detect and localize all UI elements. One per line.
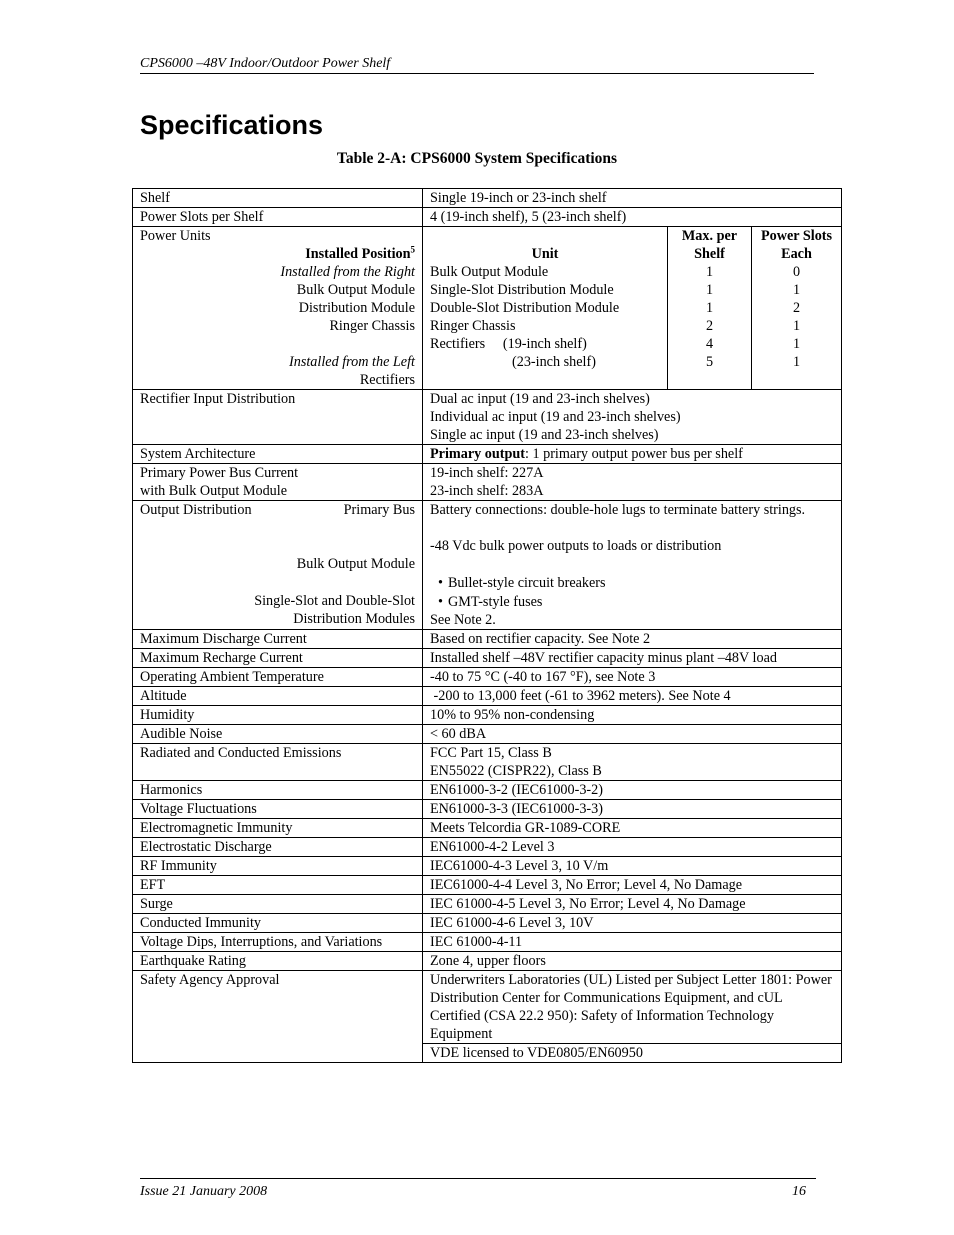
row-value: Primary output: 1 primary output power bus per shelf bbox=[423, 445, 842, 464]
row-value: Dual ac input (19 and 23-inch shelves) Individual ac input (19 and 23-inch shelves) Single ac input (19 and 23-inch shelves) bbox=[423, 390, 842, 445]
table-row bbox=[133, 744, 842, 781]
col-max-header: Max. per Shelf bbox=[681, 228, 738, 262]
slots-value: 0 bbox=[792, 264, 801, 280]
slots-column bbox=[752, 227, 842, 389]
col-unit-header: Unit bbox=[531, 246, 559, 262]
table-row: Operating Ambient Temperature -40 to 75 °C (-40 to 167 °F), see Note 3 bbox=[133, 668, 842, 687]
slots-value: 1 bbox=[792, 318, 801, 334]
page-number: 16 bbox=[792, 1184, 806, 1199]
footer-issue: Issue 21 January 2008 bbox=[140, 1184, 268, 1199]
table-caption: Table 2-A: CPS6000 System Specifications bbox=[336, 150, 618, 167]
row-label: System Architecture bbox=[133, 445, 423, 464]
unit-column bbox=[423, 227, 668, 389]
slots-value: 1 bbox=[792, 354, 801, 370]
installed-from-left: Installed from the Left bbox=[289, 354, 415, 370]
position-item: Ringer Chassis bbox=[329, 318, 415, 334]
installed-position-heading: Installed Position$^5$ bbox=[305, 244, 415, 262]
row-label: Radiated and Conducted Emissions bbox=[133, 744, 423, 781]
row-label: Output Distribution Primary Bus Bulk Output Module Single-Slot and Double-Slot Distribution Modules bbox=[133, 501, 423, 630]
row-value: VDE licensed to VDE0805/EN60950 bbox=[423, 1044, 842, 1063]
list-item: • GMT-style fuses bbox=[450, 593, 834, 611]
unit-name: (23-inch shelf) bbox=[512, 354, 596, 370]
max-value: 1 bbox=[705, 282, 714, 298]
unit-name: Rectifiers (19-inch shelf) bbox=[430, 336, 587, 352]
table-row: EFT IEC61000-4-4 Level 3, No Error; Level 4, No Damage bbox=[133, 876, 842, 895]
row-label: Safety Agency Approval bbox=[133, 971, 423, 1063]
unit-name: Single-Slot Distribution Module bbox=[430, 282, 614, 298]
unit-name: Bulk Output Module bbox=[430, 264, 549, 280]
row-value: 19-inch shelf: 227A 23-inch shelf: 283A bbox=[423, 464, 842, 501]
row-label: Primary Power Bus Current with Bulk Output Module bbox=[133, 464, 423, 501]
slots-value: 1 bbox=[792, 282, 801, 298]
unit-name: Ringer Chassis bbox=[430, 318, 516, 334]
table-row: Surge IEC 61000-4-5 Level 3, No Error; Level 4, No Damage bbox=[133, 895, 842, 914]
row-label: Power Slots per Shelf bbox=[133, 208, 423, 227]
table-row bbox=[133, 390, 842, 445]
slots-value: 2 bbox=[792, 300, 801, 316]
table-row: Altitude -200 to 13,000 feet (-61 to 3962 meters). See Note 4 bbox=[133, 687, 842, 706]
slots-value: 1 bbox=[792, 336, 801, 352]
position-item: Bulk Output Module bbox=[296, 282, 415, 298]
table-row: Voltage Dips, Interruptions, and Variations IEC 61000-4-11 bbox=[133, 933, 842, 952]
table-row bbox=[133, 464, 842, 501]
max-value: 4 bbox=[705, 336, 714, 352]
table-row: Harmonics EN61000-3-2 (IEC61000-3-2) bbox=[133, 781, 842, 800]
max-value: 2 bbox=[705, 318, 714, 334]
table-row: Voltage Fluctuations EN61000-3-3 (IEC61000-3-3) bbox=[133, 800, 842, 819]
table-row: Maximum Discharge Current Based on rectifier capacity. See Note 2 bbox=[133, 630, 842, 649]
table-row: Humidity 10% to 95% non-condensing bbox=[133, 706, 842, 725]
power-units-detail-cell bbox=[423, 227, 842, 390]
table-row: Electromagnetic Immunity Meets Telcordia GR-1089-CORE bbox=[133, 819, 842, 838]
page-footer bbox=[140, 1178, 816, 1200]
table-row bbox=[133, 208, 842, 227]
power-units-subtable bbox=[423, 227, 841, 389]
row-label: Rectifier Input Distribution bbox=[133, 390, 423, 445]
table-row: Audible Noise < 60 dBA bbox=[133, 725, 842, 744]
table-row-power-units bbox=[133, 227, 842, 390]
row-value: Battery connections: double-hole lugs to terminate battery strings. -48 Vdc bulk power outputs to loads or distribution • Bullet-style circuit breakers • GMT-style fuses See Note 2. bbox=[423, 501, 842, 630]
table-row bbox=[133, 971, 842, 1044]
max-value: 1 bbox=[705, 264, 714, 280]
max-value: 5 bbox=[705, 354, 714, 370]
row-label: Shelf bbox=[133, 189, 423, 208]
row-value: 4 (19-inch shelf), 5 (23-inch shelf) bbox=[423, 208, 842, 227]
table-row: RF Immunity IEC61000-4-3 Level 3, 10 V/m bbox=[133, 857, 842, 876]
table-row bbox=[133, 189, 842, 208]
row-value: FCC Part 15, Class B EN55022 (CISPR22), Class B bbox=[423, 744, 842, 781]
table-row: Conducted Immunity IEC 61000-4-6 Level 3, 10V bbox=[133, 914, 842, 933]
position-item: Distribution Module bbox=[298, 300, 415, 316]
table-row: Earthquake Rating Zone 4, upper floors bbox=[133, 952, 842, 971]
max-value: 1 bbox=[705, 300, 714, 316]
position-item: Rectifiers bbox=[359, 372, 415, 388]
power-units-label-cell bbox=[133, 227, 423, 390]
installed-from-right: Installed from the Right bbox=[280, 264, 415, 280]
list-item: • Bullet-style circuit breakers bbox=[450, 574, 834, 592]
row-value: Underwriters Laboratories (UL) Listed per Subject Letter 1801: Power Distribution Center for Communications Equipment, and cUL Certified (CSA 22.2 950): Safety of Information Technology Equipment bbox=[423, 971, 842, 1044]
table-row bbox=[133, 445, 842, 464]
row-value: Single 19-inch or 23-inch shelf bbox=[423, 189, 842, 208]
specifications-table bbox=[132, 188, 842, 1063]
distribution-options-list bbox=[430, 574, 834, 611]
max-column bbox=[668, 227, 752, 389]
running-header: CPS6000 –48V Indoor/Outdoor Power Shelf bbox=[140, 56, 814, 74]
table-row: Maximum Recharge Current Installed shelf –48V rectifier capacity minus plant –48V load bbox=[133, 649, 842, 668]
table-row: Electrostatic Discharge EN61000-4-2 Level 3 bbox=[133, 838, 842, 857]
page-title: Specifications bbox=[140, 110, 324, 140]
table-row-output-distribution bbox=[133, 501, 842, 630]
row-label: Power Units bbox=[140, 228, 211, 244]
unit-name: Double-Slot Distribution Module bbox=[430, 300, 620, 316]
col-slots-header: Power Slots Each bbox=[760, 228, 833, 262]
